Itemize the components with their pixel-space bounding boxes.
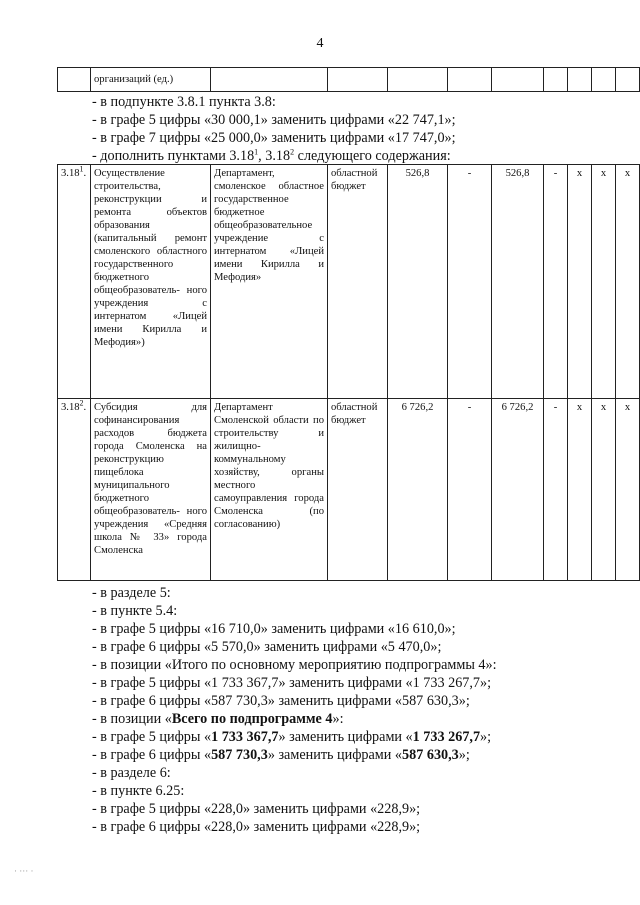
paragraph — [92, 147, 612, 165]
indicator-col-9: x — [568, 165, 592, 399]
amount-col-6: - — [448, 165, 492, 399]
table-row — [58, 165, 640, 399]
funding-source: областной бюджет — [328, 399, 388, 581]
indicator-col-10: x — [592, 399, 616, 581]
continuation-table — [57, 67, 640, 92]
amount-col-6: - — [448, 399, 492, 581]
paragraph: - в графе 5 цифры «1 733 367,7» заменить цифрами «1 733 267,7»; — [92, 675, 492, 691]
funding-source: областной бюджет — [328, 165, 388, 399]
paragraph: - в графе 6 цифры «228,0» заменить цифрами «228,9»; — [92, 819, 421, 835]
table-row — [58, 68, 640, 92]
amount-col-8: - — [544, 399, 568, 581]
table-row — [58, 399, 640, 581]
paragraph: - в пункте 5.4: — [92, 603, 178, 619]
activity-executor: Департамент, смоленское областное государственное бюджетное общеобразовательное учреждение с интернатом «Лицей имени Кирилла и Мефодия» — [211, 165, 328, 399]
indicator-col-9: x — [568, 399, 592, 581]
paragraph: - в графе 5 цифры «16 710,0» заменить цифрами «16 610,0»; — [92, 621, 456, 637]
activities-table — [57, 164, 640, 581]
table-cell: организаций (ед.) — [91, 68, 211, 92]
amount-total: 6 726,2 — [388, 399, 448, 581]
paragraph-part: - дополнить пунктами 3.18 — [92, 148, 255, 164]
margin-mark: · ··· · — [14, 866, 34, 876]
paragraph: - в пункте 6.25: — [92, 783, 185, 799]
paragraph: - в графе 5 цифры «228,0» заменить цифрами «228,9»; — [92, 801, 421, 817]
paragraph: - в графе 5 цифры «30 000,1» заменить цифрами «22 747,1»; — [92, 112, 456, 128]
paragraph: - в подпункте 3.8.1 пункта 3.8: — [92, 94, 276, 110]
amendment-text-top — [92, 93, 612, 165]
paragraph: - в графе 6 цифры «587 730,3» заменить цифрами «587 630,3»; — [92, 693, 470, 709]
paragraph: - в графе 6 цифры «5 570,0» заменить цифрами «5 470,0»; — [92, 639, 442, 655]
row-number: 3.18$^1$. — [58, 165, 91, 399]
amount-col-7: 526,8 — [492, 165, 544, 399]
paragraph-part: следующего содержания: — [294, 148, 451, 164]
paragraph: - в графе 7 цифры «25 000,0» заменить цифрами «17 747,0»; — [92, 130, 456, 146]
paragraph-part: , 3.18 — [258, 148, 291, 164]
paragraph: - в разделе 6: — [92, 765, 171, 781]
paragraph: - в позиции «Итого по основному мероприятию подпрограммы 4»: — [92, 657, 497, 673]
paragraph: - в графе 6 цифры «587 730,3» заменить цифрами «587 630,3»; — [92, 747, 470, 763]
superscript: 2 — [290, 147, 295, 157]
amount-col-7: 6 726,2 — [492, 399, 544, 581]
superscript: 1 — [254, 147, 259, 157]
paragraph: - в разделе 5: — [92, 585, 171, 601]
paragraph: - в позиции «Всего по подпрограмме 4»: — [92, 711, 344, 727]
amendment-text-bottom — [92, 584, 612, 836]
indicator-col-11: x — [616, 399, 640, 581]
paragraph: - в графе 5 цифры «1 733 367,7» заменить цифрами «1 733 267,7»; — [92, 729, 492, 745]
indicator-col-11: x — [616, 165, 640, 399]
activity-executor: Департамент Смоленской области по строительству и жилищно-коммунальному хозяйству, органы местного самоуправления города Смоленска (по согласованию) — [211, 399, 328, 581]
activity-description: Осуществление строительства, реконструкции и ремонта объектов образования (капитальный ремонт смоленского областного государственного бюджетного общеобразователь- ного учреждения с интернатом «Лицей имени Кирилла и Мефодия») — [91, 165, 211, 399]
indicator-col-10: x — [592, 165, 616, 399]
row-number: 3.18$^2$. — [58, 399, 91, 581]
amount-total: 526,8 — [388, 165, 448, 399]
page-number: 4 — [316, 36, 324, 51]
activity-description: Субсидия для софинансирования расходов бюджета города Смоленска на реконструкцию пищеблока муниципального бюджетного общеобразователь- ного учреждения «Средняя школа № 33» города Смоленска — [91, 399, 211, 581]
amount-col-8: - — [544, 165, 568, 399]
